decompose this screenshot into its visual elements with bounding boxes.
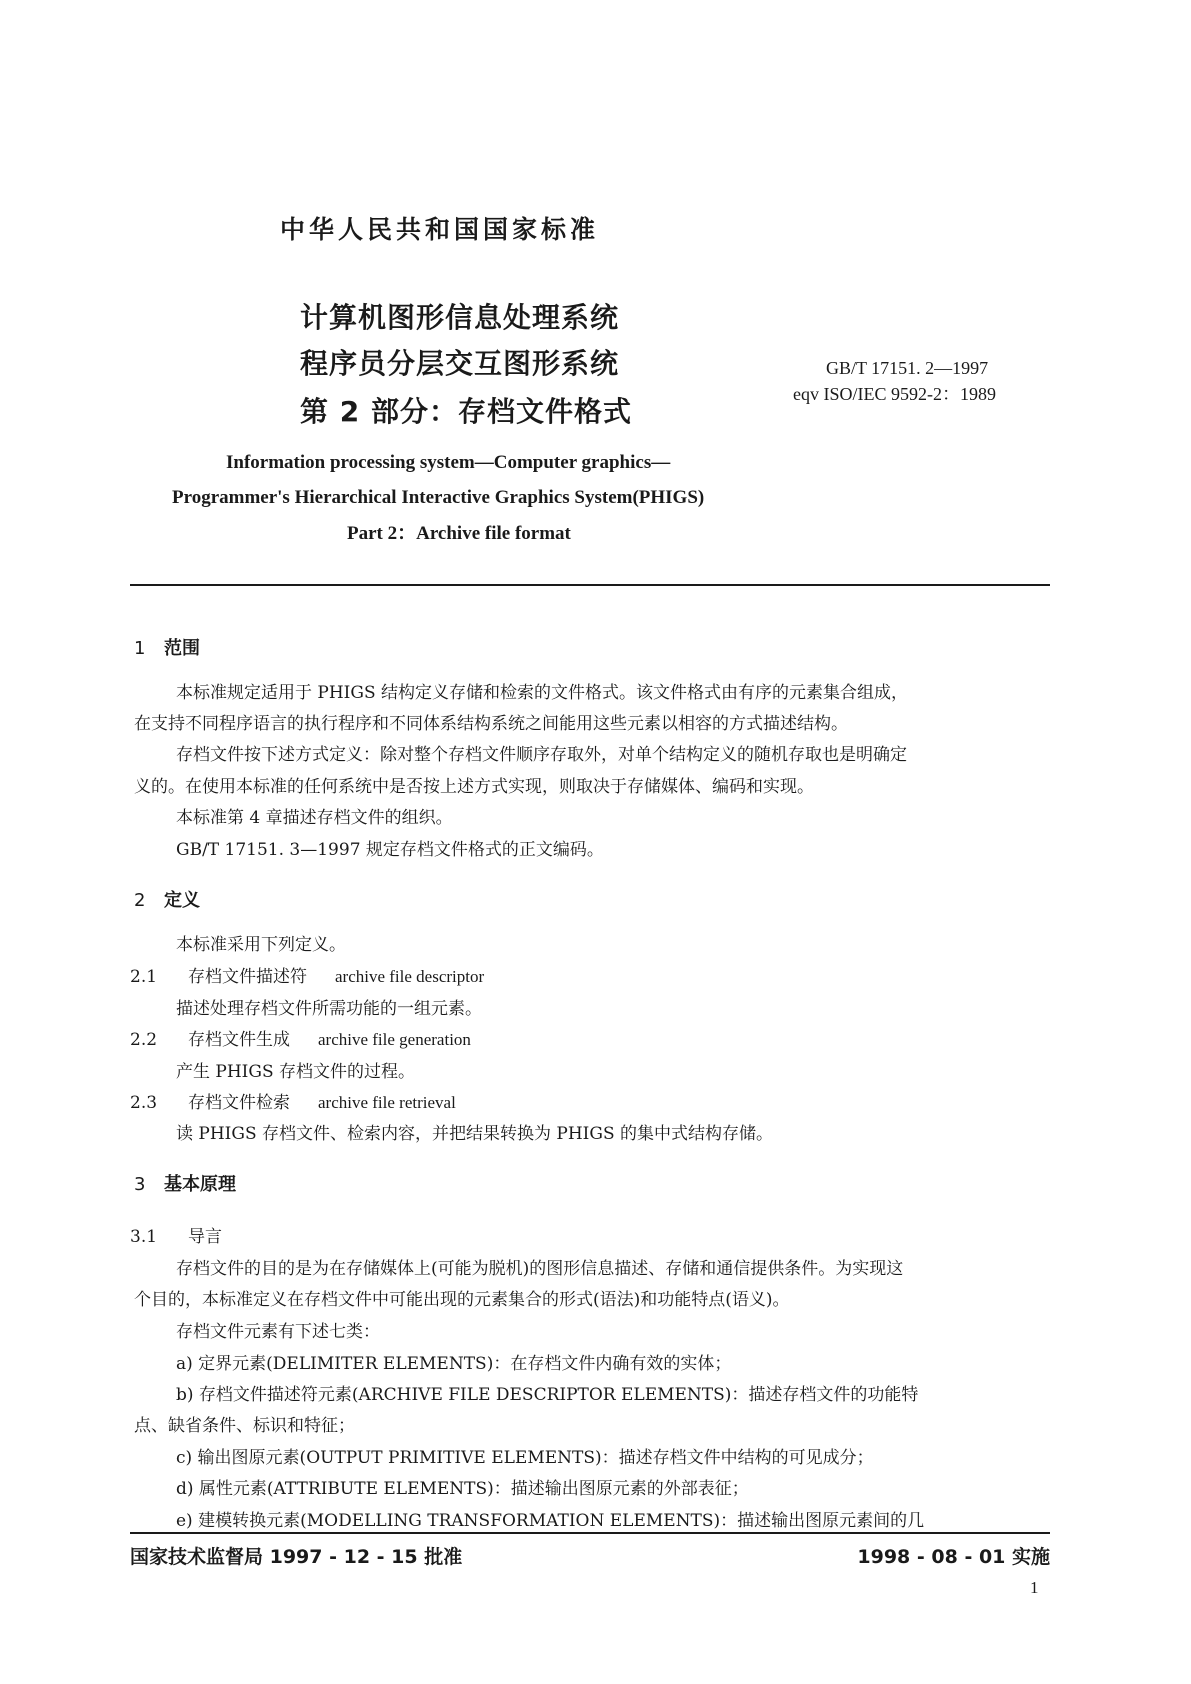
- title-en-line-2: Programmer's Hierarchical Interactive Graphics System(PHIGS): [172, 487, 705, 508]
- title-divider: [130, 584, 1050, 586]
- section-2-heading: [134, 886, 200, 912]
- definition-2-2: [130, 1025, 471, 1050]
- standard-number: GB/T 17151. 2—1997: [826, 358, 989, 378]
- paragraph: 存档文件按下述方式定义：除对整个存档文件顺序存取外，对单个结构定义的随机存取也是明确定: [176, 745, 907, 765]
- section-number: 2: [134, 890, 146, 911]
- definition-term-en: archive file generation: [318, 1030, 471, 1049]
- definition-description: 产生 PHIGS 存档文件的过程。: [176, 1062, 416, 1082]
- title-en-line-1: Information processing system—Computer graphics—: [226, 452, 671, 473]
- section-number: 1: [134, 638, 146, 659]
- subsection-3-1-heading: [130, 1222, 222, 1247]
- subsection-title: 导言: [188, 1227, 222, 1247]
- page-number: 1: [1030, 1578, 1039, 1597]
- section-title: 基本原理: [164, 1174, 236, 1195]
- paragraph: 本标准规定适用于 PHIGS 结构定义存储和检索的文件格式。该文件格式由有序的元素集合组成，: [176, 683, 909, 703]
- definition-term-en: archive file descriptor: [335, 967, 485, 986]
- definition-term: 存档文件检索: [188, 1093, 290, 1113]
- definition-number: 2.1: [130, 967, 158, 987]
- title-en-line-3: Part 2：Archive file format: [347, 523, 571, 544]
- paragraph: GB/T 17151. 3—1997 规定存档文件格式的正文编码。: [176, 840, 604, 860]
- standard-equivalent: eqv ISO/IEC 9592-2：1989: [793, 384, 996, 404]
- list-item: b) 存档文件描述符元素(ARCHIVE FILE DESCRIPTOR ELEMENTS)：描述存档文件的功能特: [176, 1385, 919, 1405]
- definition-description: 读 PHIGS 存档文件、检索内容，并把结果转换为 PHIGS 的集中式结构存储。: [176, 1124, 774, 1144]
- list-item: d) 属性元素(ATTRIBUTE ELEMENTS)：描述输出图原元素的外部表征；: [176, 1479, 749, 1499]
- approval-date: 国家技术监督局 1997 - 12 - 15 批准: [130, 1546, 463, 1568]
- list-item-continuation: 点、缺省条件、标识和特征；: [134, 1416, 355, 1436]
- definition-number: 2.2: [130, 1030, 158, 1050]
- subsection-number: 3.1: [130, 1227, 158, 1247]
- section-1-heading: [134, 634, 200, 660]
- paragraph: 在支持不同程序语言的执行程序和不同体系结构系统之间能用这些元素以相容的方式描述结构。: [134, 714, 848, 734]
- effective-date: 1998 - 08 - 01 实施: [857, 1546, 1050, 1568]
- title-zh-line-2: 程序员分层交互图形系统: [300, 347, 620, 380]
- section-title: 定义: [164, 890, 200, 911]
- section-3-heading: [134, 1170, 236, 1196]
- national-standard-title: 中华人民共和国国家标准: [280, 215, 600, 244]
- definition-2-1: [130, 962, 484, 987]
- section-title: 范围: [164, 638, 200, 659]
- definition-term: 存档文件描述符: [188, 967, 307, 987]
- title-zh-line-3: 第 2 部分：存档文件格式: [300, 395, 632, 428]
- paragraph: 存档文件的目的是为在存储媒体上(可能为脱机)的图形信息描述、存储和通信提供条件。为实现这: [176, 1259, 904, 1279]
- definition-description: 描述处理存档文件所需功能的一组元素。: [176, 999, 482, 1019]
- definition-term-en: archive file retrieval: [318, 1093, 456, 1112]
- definition-term: 存档文件生成: [188, 1030, 290, 1050]
- section-number: 3: [134, 1174, 146, 1195]
- list-item: c) 输出图原元素(OUTPUT PRIMITIVE ELEMENTS)：描述存档文件中结构的可见成分；: [176, 1448, 874, 1468]
- title-zh-line-1: 计算机图形信息处理系统: [300, 301, 620, 334]
- definition-number: 2.3: [130, 1093, 158, 1113]
- paragraph: 存档文件元素有下述七类：: [176, 1322, 380, 1342]
- paragraph: 本标准采用下列定义。: [176, 935, 346, 955]
- paragraph: 本标准第 4 章描述存档文件的组织。: [176, 808, 453, 828]
- paragraph: 个目的，本标准定义在存档文件中可能出现的元素集合的形式(语法)和功能特点(语义)。: [134, 1290, 790, 1310]
- list-item: e) 建模转换元素(MODELLING TRANSFORMATION ELEMENTS)：描述输出图原元素间的几: [176, 1511, 925, 1531]
- paragraph: 义的。在使用本标准的任何系统中是否按上述方式实现，则取决于存储媒体、编码和实现。: [134, 777, 814, 797]
- list-item: a) 定界元素(DELIMITER ELEMENTS)：在存档文件内确有效的实体；: [176, 1354, 732, 1374]
- definition-2-3: [130, 1088, 456, 1113]
- footer-divider: [130, 1532, 1050, 1534]
